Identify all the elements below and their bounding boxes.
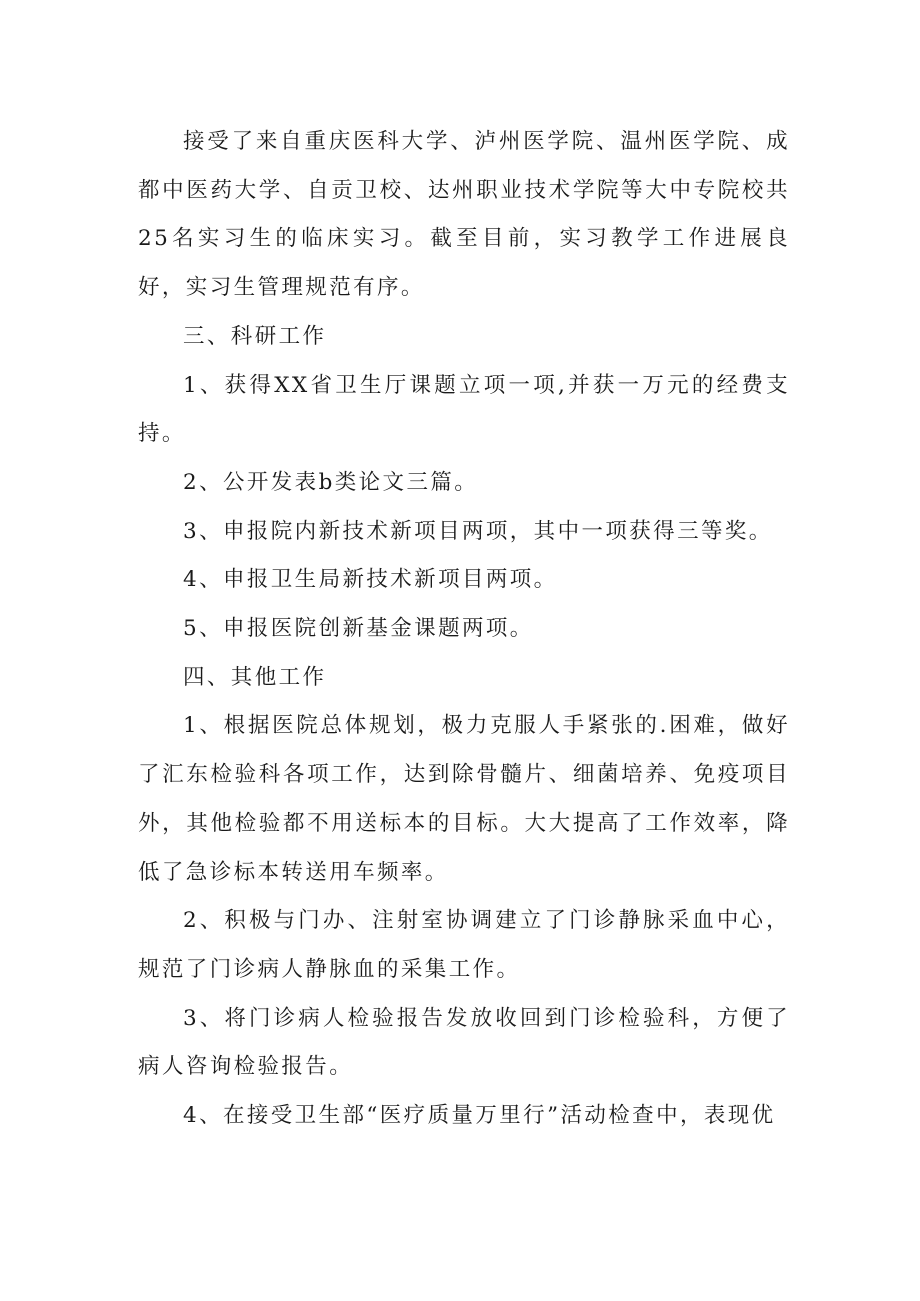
research-item-1: 1、获得XX省卫生厅课题立项一项,并获一万元的经费支持。 [138,372,790,447]
research-item-5: 5、申报医院创新基金课题两项。 [183,616,534,642]
research-item-3: 3、申报院内新技术新项目两项，其中一项获得三等奖。 [183,518,773,544]
other-item-1: 1、根据医院总体规划，极力克服人手紧张的.困难，做好了汇东检验科各项工作，达到除骨髓片、细菌培养、免疫项目外，其他检验都不用送标本的目标。大大提高了工作效率，降低了急诊标本转送用车频率。 [138,713,790,885]
heading-other-work: 四、其他工作 [183,664,327,690]
research-item-2: 2、公开发表b类论文三篇。 [183,469,479,495]
other-item-2: 2、积极与门办、注射室协调建立了门诊静脉采血中心，规范了门诊病人静脉血的采集工作。 [138,908,790,982]
research-item-4: 4、申报卫生局新技术新项目两项。 [183,567,558,593]
heading-research-work: 三、科研工作 [183,323,327,349]
other-item-3: 3、将门诊病人检验报告发放收回到门诊检验科，方便了病人咨询检验报告。 [138,1005,790,1080]
paragraph-internship: 接受了来自重庆医科大学、泸州医学院、温州医学院、成都中医药大学、自贡卫校、达州职业技术学院等大中专院校共25名实习生的临床实习。截至目前，实习教学工作进展良好，实习生管理规范有序。 [138,129,790,301]
other-item-4: 4、在接受卫生部“医疗质量万里行”活动检查中，表现优 [183,1103,776,1129]
